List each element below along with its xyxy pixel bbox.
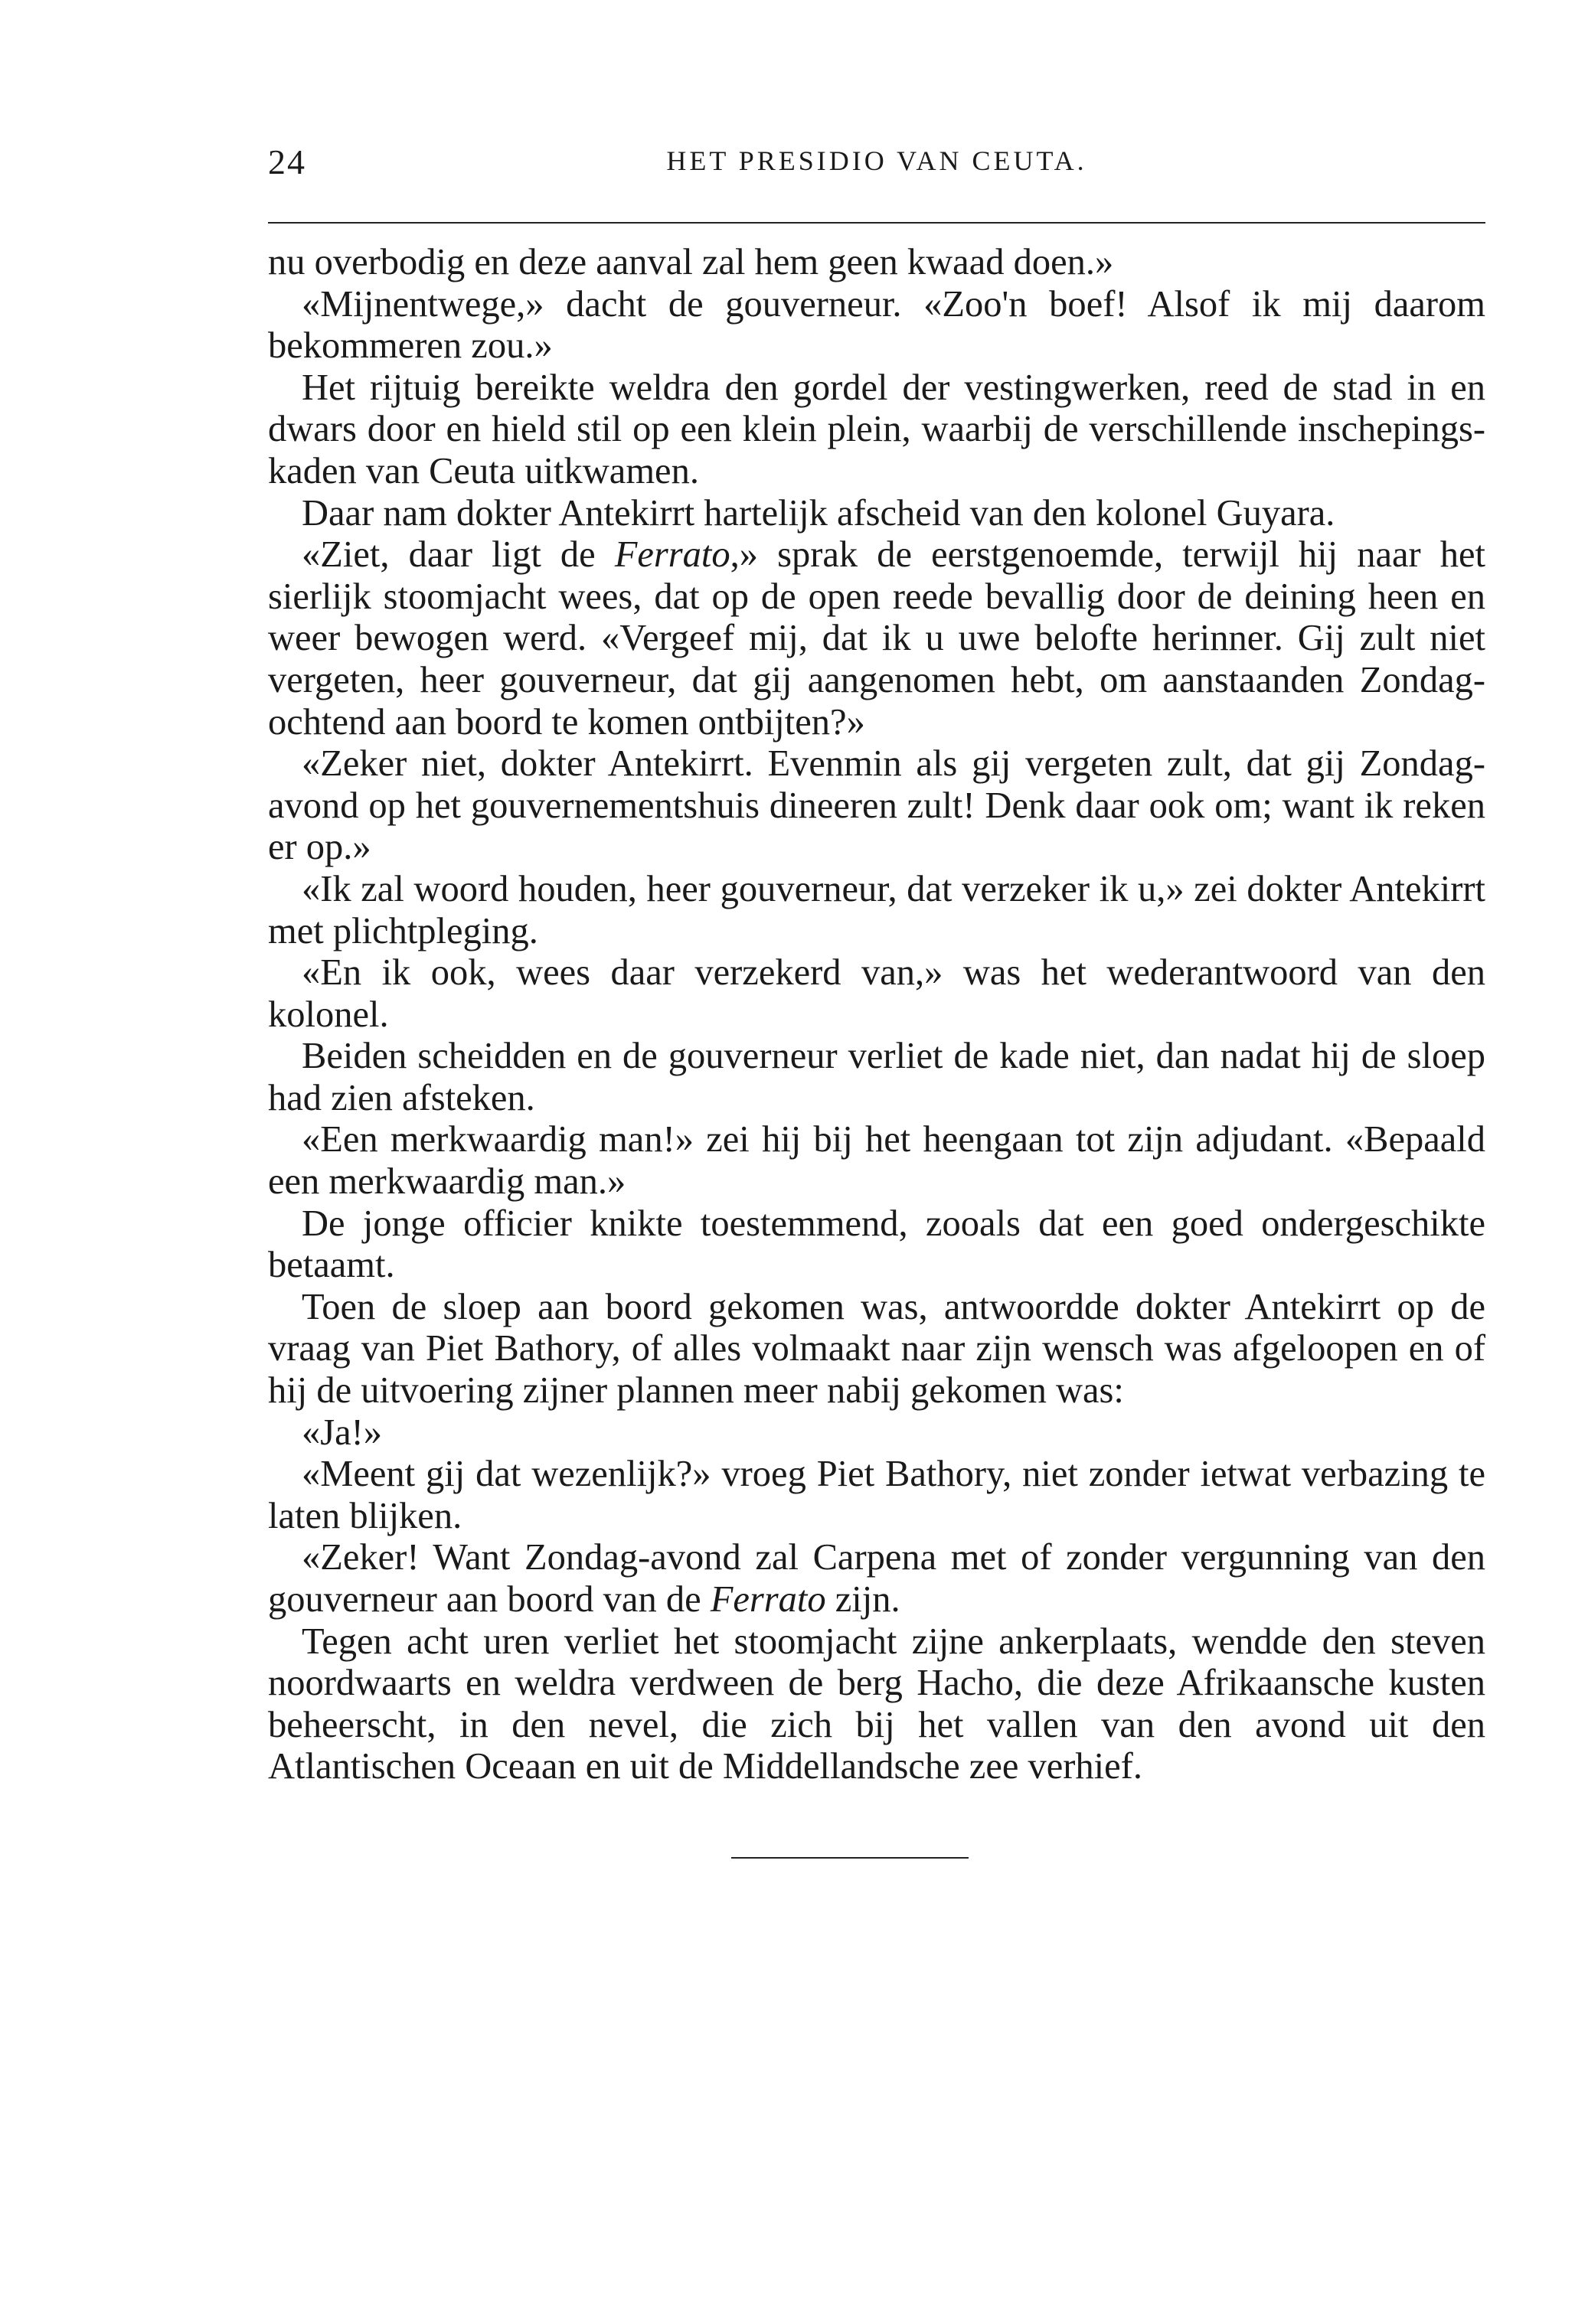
paragraph-text: Het rijtuig bereikte weldra den gordel der vestingwerken, reed de stad in en dwars door en hield stil op een klein plein, waarbij de verschillende inschepings-kaden van Ceuta uitkwamen. <box>268 367 1485 491</box>
paragraph-text: Daar nam dokter Antekirrt hartelijk afscheid van den kolonel Guyara. <box>302 492 1335 534</box>
paragraph-text: «Ja!» <box>302 1412 383 1453</box>
paragraph <box>268 1537 1485 1621</box>
paragraph-text: nu overbodig en deze aanval zal hem geen kwaad doen.» <box>268 242 1114 282</box>
paragraph <box>268 952 1485 1036</box>
paragraph-text: Toen de sloep aan boord gekomen was, antwoordde dokter Antekirrt op de vraag van Piet Bathory, of alles volmaakt naar zijn wensch was afgeloopen en of hij de uitvoering zijner plannen meer nabij gekomen was: <box>268 1286 1485 1412</box>
running-head <box>268 134 1485 188</box>
paragraph <box>268 493 1485 535</box>
book-page <box>268 134 1485 1859</box>
paragraph <box>268 367 1485 493</box>
paragraph <box>268 1454 1485 1537</box>
paragraph <box>268 1036 1485 1119</box>
body-text <box>268 242 1485 1788</box>
paragraph <box>268 1119 1485 1203</box>
paragraph-text: De jonge officier knikte toestemmend, zooals dat een goed ondergeschikte betaamt. <box>268 1203 1485 1286</box>
paragraph-text: zijn. <box>825 1579 900 1620</box>
paragraph <box>268 743 1485 869</box>
ship-name: Ferrato <box>614 534 730 576</box>
ship-name: Ferrato <box>710 1579 826 1620</box>
paragraph-continuation <box>268 242 1485 284</box>
paragraph <box>268 1412 1485 1454</box>
paragraph-text: «Ziet, daar ligt de <box>302 534 615 576</box>
paragraph <box>268 1287 1485 1412</box>
paragraph-text: «En ik ook, wees daar verzekerd van,» was het wederantwoord van den kolonel. <box>268 952 1485 1035</box>
paragraph-text: Tegen acht uren verliet het stoomjacht zijne ankerplaats, wendde den steven noordwaarts en weldra verdween de berg Hacho, die deze Afrikaansche kusten beheerscht, in den nevel, die zich bij het vallen van den avond uit den Atlantischen Oceaan en uit de Middellandsche zee verhief. <box>268 1621 1485 1787</box>
paragraph <box>268 1621 1485 1788</box>
page-number: 24 <box>268 142 306 181</box>
paragraph-text: «Mijnentwege,» dacht de gouverneur. «Zoo'n boef! Alsof ik mij daarom bekommeren zou.» <box>268 283 1485 367</box>
header-rule <box>268 222 1485 224</box>
paragraph-text: «Zeker! Want Zondag-avond zal Carpena met of zonder vergunning van den gouverneur aan boord van de <box>268 1537 1485 1620</box>
paragraph <box>268 284 1485 367</box>
paragraph <box>268 534 1485 743</box>
end-rule <box>731 1857 969 1859</box>
paragraph <box>268 1203 1485 1287</box>
paragraph-text: ,» sprak de eerstgenoemde, terwijl hij naar het sierlijk stoomjacht wees, dat op de open reede bevallig door de deining heen en weer bewogen werd. «Vergeef mij, dat ik u uwe belofte herinner. Gij zult niet vergeten, heer gouverneur, dat gij aangenomen hebt, om aanstaanden Zondag-ochtend aan boord te komen ontbijten?» <box>268 534 1485 743</box>
running-title: HET PRESIDIO VAN CEUTA. <box>666 145 1087 176</box>
paragraph-text: «Ik zal woord houden, heer gouverneur, dat verzeker ik u,» zei dokter Antekirrt met plichtpleging. <box>268 868 1485 951</box>
paragraph-text: «Zeker niet, dokter Antekirrt. Evenmin als gij vergeten zult, dat gij Zondag-avond op het gouvernementshuis dineeren zult! Denk daar ook om; want ik reken er op.» <box>268 743 1485 868</box>
paragraph-text: «Een merkwaardig man!» zei hij bij het heengaan tot zijn adjudant. «Bepaald een merkwaardig man.» <box>268 1119 1485 1203</box>
paragraph <box>268 869 1485 952</box>
paragraph-text: «Meent gij dat wezenlijk?» vroeg Piet Bathory, niet zonder ietwat verbazing te laten blijken. <box>268 1454 1485 1536</box>
paragraph-text: Beiden scheidden en de gouverneur verliet de kade niet, dan nadat hij de sloep had zien afsteken. <box>268 1036 1485 1118</box>
